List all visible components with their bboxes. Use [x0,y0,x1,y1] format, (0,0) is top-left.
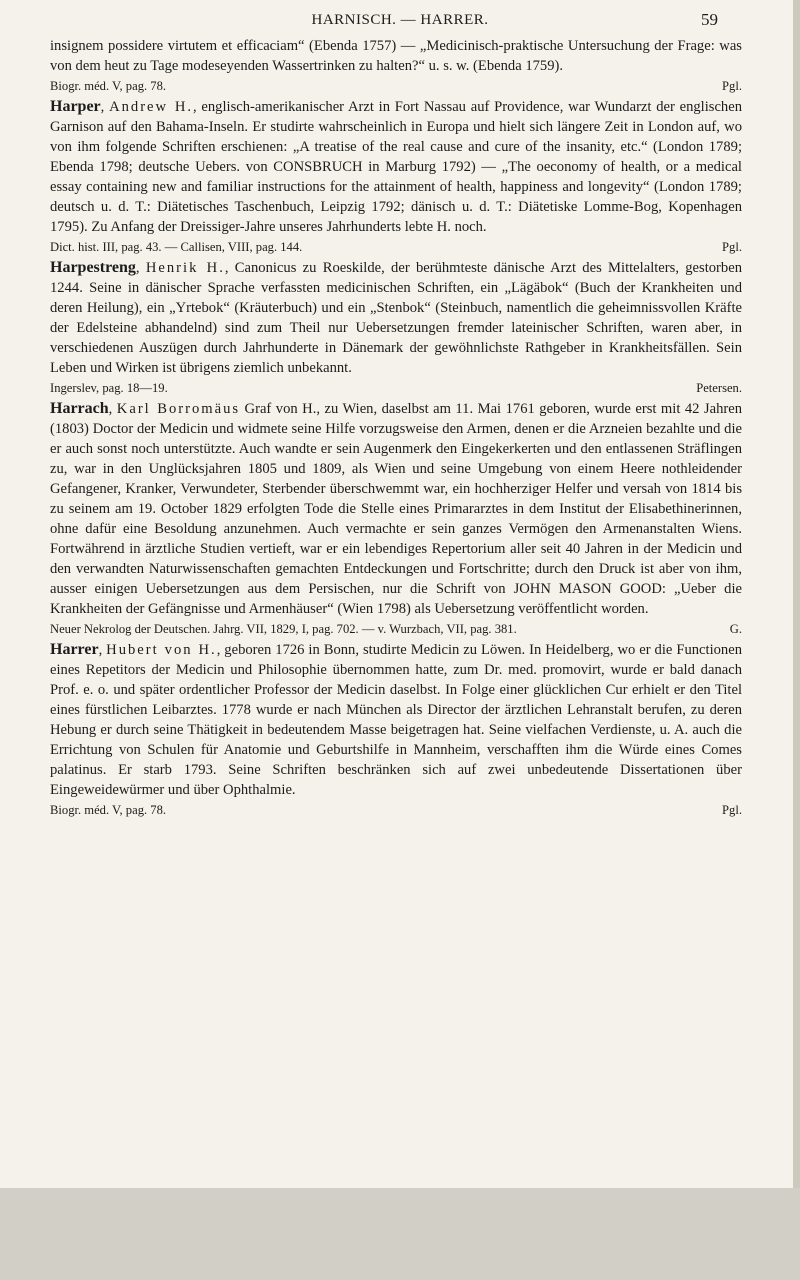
scan-margin [0,1188,800,1280]
entry-author: G. [729,622,742,636]
entry-source: Neuer Nekrolog der Deutschen. Jahrg. VII, 1829, I, pag. 702. — v. Wurzbach, VII, pag. 381. [50,622,517,636]
entry-text: Graf von H., zu Wien, daselbst am 11. Mai 1761 geboren, wurde erst mit 42 Jahren (1803) Doctor der Medicin und widmete seine Hilfe vorzugsweise den Armen, denen er die Arzneien bezahlte und die er auch sonst noch unterstützte. Auch wandte er sein Augenmerk den Eingekerkerten und den entlassenen Sträflingen zu, war in den Unglücksjahren 1805 und 1809, als Wien und seine Umgebung von einem Heere nothleidender Gefangener, Kranker, Verwundeter, Sterbender überschwemmt war, ein hochherziger Helfer und versah von 1814 bis zu seinem am 19. October 1829 erfolgten Tode die Stelle eines Primararztes in dem Institut der Elisabethinerinnen, ohne dafür eine Besoldung anzunehmen. Auch vermachte er sein ganzes Vermögen den Armenanstalten Wiens. Fortwährend in ärztliche Studien vertieft, war er ein lebendiges Repertorium aller seit 40 Jahren in der Medicin und den verwandten Naturwissenschaften gemachten Entdeckungen und Fortschritte; durch den Druck ist aber von ihm, ausser einigen Uebersetzungen aus dem Persischen, nur die Schrift von JOHN MASON GOOD: „Ueber die Krankheiten der Gefängnisse und Armenhäuser“ (Wien 1798) als Uebersetzung veröffentlicht worden. [50,401,743,617]
entry-headword: Harpestreng [50,259,136,276]
entry-harrer: Harrer, Hubert von H., geboren 1726 in Bonn, studirte Medicin zu Löwen. In Heidelberg, wo er die Functionen eines Repetitors der Medicin und Philosophie übernommen hatte, zum Dr. med. promovirt, wurde er bald danach Prof. e. o. und später ordentlicher Professor der Medicin daselbst. In Folge einer glücklichen Cur erhielt er den Titel eines fürstlichen Leibarztes. 1778 wurde er nach München als Director der ärztlichen Lehranstalt berufen, zu deren Hebung er durch seine Thätigkeit in bedeutendem Masse beigetragen hat. Seine vielfachen Verdienste, u. A. auch die Errichtung von Schulen für Anatomie und Geburtshilfe in Mannheim, verschafften ihm die Würde eines Comes palatinus. Er starb 1793. Seine Schriften beschränken sich auf zwei unbedeutende Dissertationen über Eingeweidewürmer und über Ophthalmie. Biogr. méd. V, pag. 78. Pgl. [50,640,742,820]
entry-text: , geboren 1726 in Bonn, studirte Medicin zu Löwen. In Heidelberg, wo er die Functionen eines Repetitors der Medicin und Philosophie übernommen hatte, zum Dr. med. promovirt, wurde er bald danach Prof. e. o. und später ordentlicher Professor der Medicin daselbst. In Folge einer glücklichen Cur erhielt er den Titel eines fürstlichen Leibarztes. 1778 wurde er nach München als Director der ärztlichen Lehranstalt berufen, zu deren Hebung er durch seine Thätigkeit in bedeutendem Masse beigetragen hat. Seine vielfachen Verdienste, u. A. auch die Errichtung von Schulen für Anatomie und Geburtshilfe in Mannheim, verschafften ihm die Würde eines Comes palatinus. Er starb 1793. Seine Schriften beschränken sich auf zwei unbedeutende Dissertationen über Eingeweidewürmer und über Ophthalmie. [50,642,743,798]
entry-author: Pgl. [722,79,742,93]
entry-given-name: Karl Borromäus [116,401,241,417]
entry-harper: Harper, Andrew H., englisch-amerikanischer Arzt in Fort Nassau auf Providence, war Wundarzt der englischen Garnison auf den Bahama-Inseln. Er studirte wahrscheinlich in Europa und hielt sich längere Zeit in London auf, wo von ihm folgende Schriften erschienen: „A treatise of the real cause and cure of the insanity, etc.“ (London 1789; Ebenda 1798; deutsche Uebers. von CONSBRUCH in Marburg 1792) — „The oeconomy of health, or a medical essay containing new and familiar instructions for the attainment of health, happiness and longevity“ (London 1789; deutsch u. d. T.: Diätetisches Taschenbuch, Leipzig 1792; dänisch u. d. T.: Diätetiske Lomme-Bog, Kopenhagen 1795). Zu Anfang der Dreissiger-Jahre unseres Jahrhunderts lebte H. noch. Dict. hist. III, pag. 43. — Callisen, VIII, pag. 144. Pgl. [50,97,742,257]
page-header [0,10,800,36]
continuation-entry [50,36,742,96]
entry-author: Petersen. [696,381,742,395]
entry-harrach: Harrach, Karl Borromäus Graf von H., zu Wien, daselbst am 11. Mai 1761 geboren, wurde erst mit 42 Jahren (1803) Doctor der Medicin und widmete seine Hilfe vorzugsweise den Armen, denen er die Arzneien bezahlte und die er auch sonst noch unterstützte. Auch wandte er sein Augenmerk den Eingekerkerten und den entlassenen Sträflingen zu, war in den Unglücksjahren 1805 und 1809, als Wien und seine Umgebung von einem Heere nothleidender Gefangener, Kranker, Verwundeter, Sterbender überschwemmt war, ein hochherziger Helfer und versah von 1814 bis zu seinem am 19. October 1829 erfolgten Tode die Stelle eines Primararztes in dem Institut der Elisabethinerinnen, ohne dafür eine Besoldung anzunehmen. Auch vermachte er sein ganzes Vermögen den Armenanstalten Wiens. Fortwährend in ärztliche Studien vertieft, war er ein lebendiges Repertorium aller seit 40 Jahren in der Medicin und den verwandten Naturwissenschaften gemachten Entdeckungen und Fortschritte; durch den Druck ist aber von ihm, ausser einigen Uebersetzungen aus dem Persischen, nur die Schrift von JOHN MASON GOOD: „Ueber die Krankheiten der Gefängnisse und Armenhäuser“ (Wien 1798) als Uebersetzung veröffentlicht worden. Neuer Nekrolog der Deutschen. Jahrg. VII, 1829, I, pag. 702. — v. Wurzbach, VII, pag. 381. G. [50,399,742,639]
page-edge-shadow [793,0,800,1280]
page-number: 59 [701,10,718,29]
entry-given-name: Andrew H. [109,99,194,115]
entry-text: insignem possidere virtutem et efficaciam“ (Ebenda 1757) — „Medicinisch-praktische Untersuchung der Frage: was von dem heut zu Tage modeseyenden Wassertrinken zu halten?“ u. s. w. (Ebenda 1759). [50,38,742,74]
entry-text: , englisch-amerikanischer Arzt in Fort Nassau auf Providence, war Wundarzt der englischen Garnison auf den Bahama-Inseln. Er studirte wahrscheinlich in Europa und hielt sich längere Zeit in London auf, wo von ihm folgende Schriften erschienen: „A treatise of the real cause and cure of the insanity, etc.“ (London 1789; Ebenda 1798; deutsche Uebers. von CONSBRUCH in Marburg 1792) — „The oeconomy of health, or a medical essay containing new and familiar instructions for the attainment of health, happiness and longevity“ (London 1789; deutsch u. d. T.: Diätetisches Taschenbuch, Leipzig 1792; dänisch u. d. T.: Diätetiske Lomme-Bog, Kopenhagen 1795). Zu Anfang der Dreissiger-Jahre unseres Jahrhunderts lebte H. noch. [50,99,743,235]
entry-source: Biogr. méd. V, pag. 78. [50,803,167,817]
page-body [50,36,742,821]
entry-headword: Harrach [50,400,109,417]
entry-source: Biogr. méd. V, pag. 78. [50,79,167,93]
entry-text: , Canonicus zu Roeskilde, der berühmteste dänische Arzt des Mittelalters, gestorben 1244. Seine in dänischer Sprache verfassten medicinischen Schriften, ein „Lägäbok“ (Buch der Krankheiten und deren Heilung), ein „Yrtebok“ (Kräuterbuch) und ein „Stenbok“ (Steinbuch, namentlich die geheimnissvollen Kräfte der Edelsteine abhandelnd) sind zum Theil nur Uebersetzungen fremder lateinischer Schriften, waren aber, in verschiedenen Auszügen durch Jahrhunderte in Dänemark der gewöhnlichste Rathgeber in Krankheitsfällen. Sein Leben und Wirken ist übrigens ziemlich unbekannt. [50,260,742,376]
entry-headword: Harper [50,98,101,115]
entry-source: Ingerslev, pag. 18—19. [50,381,168,395]
entry-harpestreng: Harpestreng, Henrik H., Canonicus zu Roeskilde, der berühmteste dänische Arzt des Mittelalters, gestorben 1244. Seine in dänischer Sprache verfassten medicinischen Schriften, ein „Lägäbok“ (Buch der Krankheiten und deren Heilung), ein „Yrtebok“ (Kräuterbuch) und ein „Stenbok“ (Steinbuch, namentlich die geheimnissvollen Kräfte der Edelsteine abhandelnd) sind zum Theil nur Uebersetzungen fremder lateinischer Schriften, waren aber, in verschiedenen Auszügen durch Jahrhunderte in Dänemark der gewöhnlichste Rathgeber in Krankheitsfällen. Sein Leben und Wirken ist übrigens ziemlich unbekannt. Ingerslev, pag. 18—19. Petersen. [50,258,742,398]
entry-headword: Harrer [50,641,99,658]
entry-author: Pgl. [722,240,742,254]
entry-source: Dict. hist. III, pag. 43. — Callisen, VIII, pag. 144. [50,240,303,254]
entry-given-name: Hubert von H. [106,642,217,658]
entry-author: Pgl. [722,803,742,817]
entry-given-name: Henrik H. [145,260,225,276]
running-head: HARNISCH. — HARRER. [311,12,489,28]
